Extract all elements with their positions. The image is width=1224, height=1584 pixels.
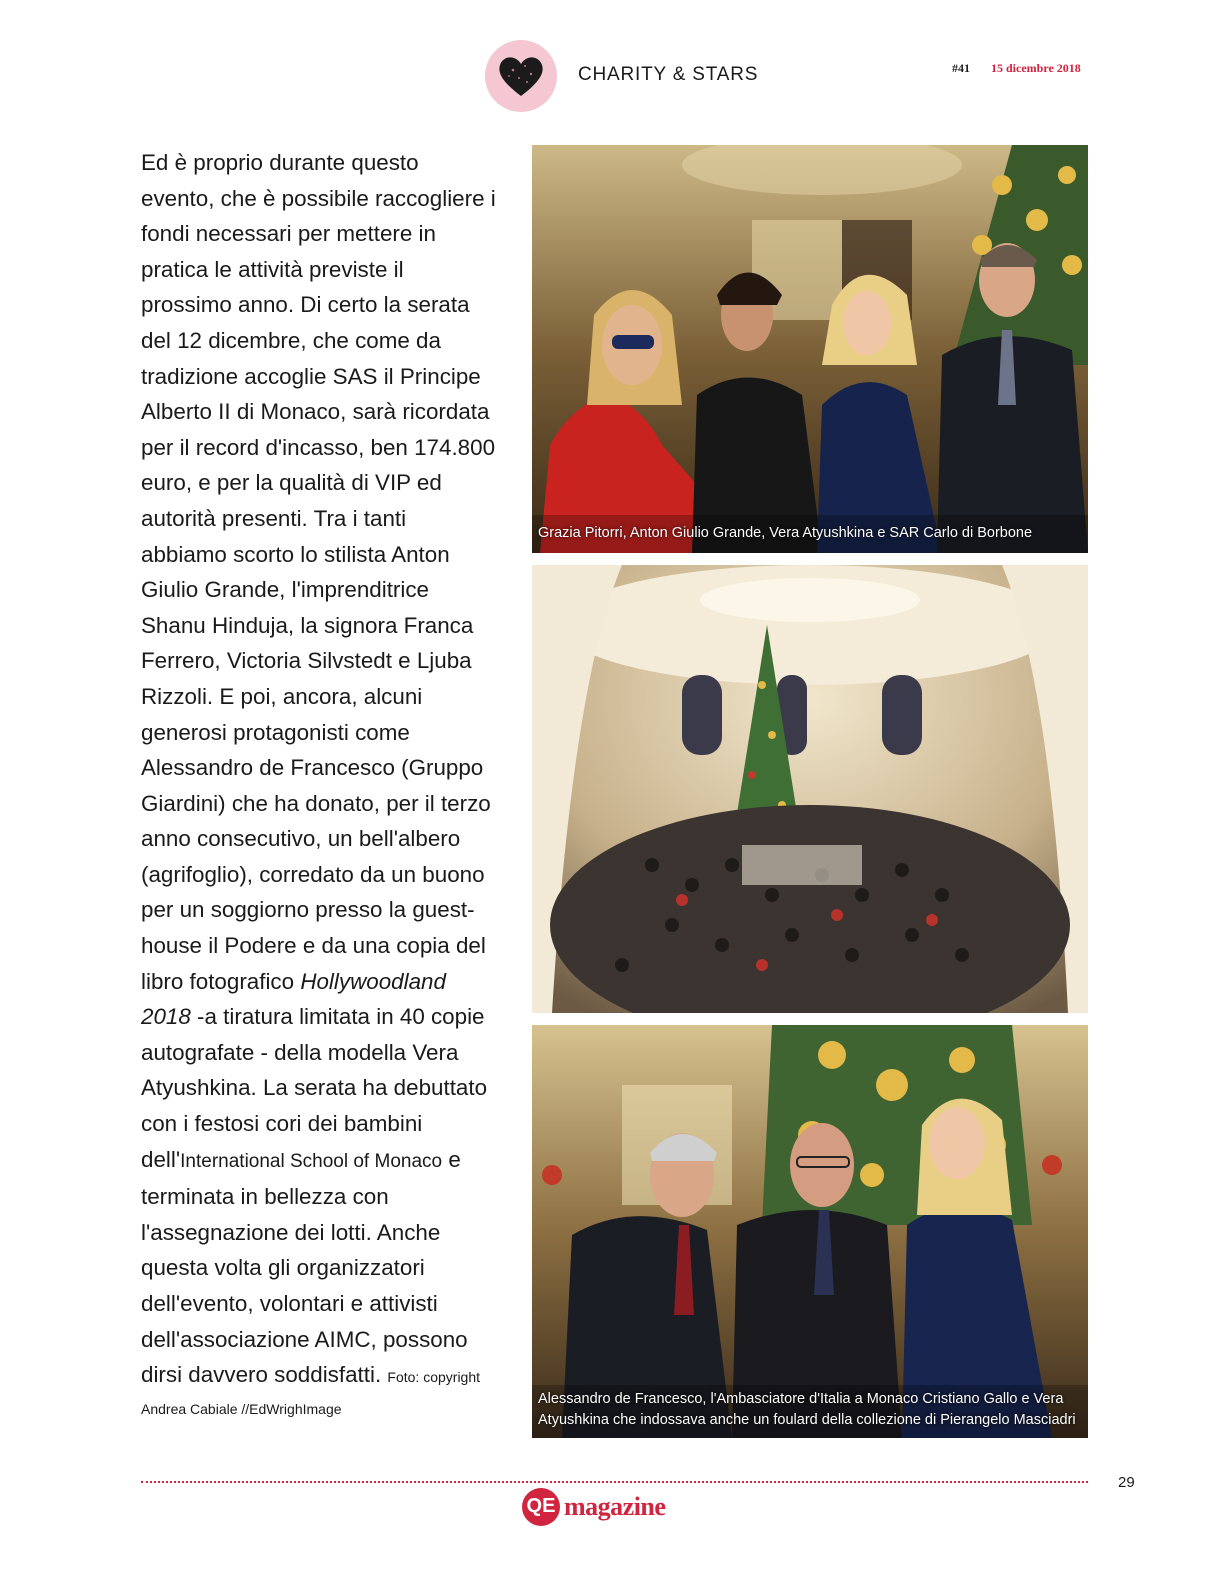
- book-title-year: 2018: [141, 1004, 191, 1030]
- photo-image: [532, 1025, 1088, 1438]
- text-line: evento, che è possibile raccogliere i: [141, 185, 496, 211]
- text-line: [141, 1142, 526, 1180]
- text-line: per un soggiorno presso la guest-: [141, 897, 475, 923]
- text-line: autorità presenti. Tra i tanti: [141, 505, 407, 531]
- photo-image: [532, 565, 1088, 1013]
- photo-image: [532, 145, 1088, 553]
- photo-ambassador-group: [532, 1025, 1088, 1438]
- text-line: [141, 1357, 526, 1396]
- text-line: del 12 dicembre, che come da: [141, 327, 441, 353]
- photo-ballroom-overview: [532, 565, 1088, 1013]
- text-line: (agrifoglio), corredato da un buono: [141, 861, 485, 887]
- page-number: 29: [1118, 1474, 1135, 1491]
- text-line: tradizione accoglie SAS il Principe: [141, 363, 481, 389]
- text-fragment: e: [442, 1146, 461, 1172]
- photo-caption-line: Atyushkina che indossava anche un foulard della collezione di Pierangelo Masciadri: [538, 1412, 1076, 1428]
- text-line: terminata in bellezza con: [141, 1184, 389, 1210]
- text-line: Giardini) che ha donato, per il terzo: [141, 790, 491, 816]
- photo-caption: [538, 1389, 1082, 1431]
- text-line: house il Podere e da una copia del: [141, 933, 486, 959]
- text-line: Rizzoli. E poi, ancora, alcuni: [141, 683, 423, 709]
- issue-number: #41: [952, 61, 970, 75]
- photo-caption-line: Alessandro de Francesco, l'Ambasciatore d'Italia a Monaco Cristiano Gallo e Vera: [538, 1391, 1064, 1407]
- text-line: per il record d'incasso, ben 174.800: [141, 434, 496, 460]
- book-title: Hollywoodland: [300, 968, 446, 994]
- logo-wordmark: magazine: [564, 1492, 666, 1521]
- text-line: Shanu Hinduja, la signora Franca: [141, 612, 474, 638]
- text-line: fondi necessari per mettere in: [141, 221, 436, 247]
- photo-credit-name: Andrea Cabiale //EdWrighImage: [141, 1400, 342, 1417]
- photo-credit: Foto: copyright: [387, 1369, 481, 1386]
- text-line: generosi protagonisti come: [141, 719, 410, 745]
- text-line: autografate - della modella Vera: [141, 1039, 459, 1065]
- text-line: anno consecutivo, un bell'albero: [141, 826, 461, 852]
- text-line: abbiamo scorto lo stilista Anton: [141, 541, 450, 567]
- text-line: l'assegnazione dei lotti. Anche: [141, 1219, 441, 1245]
- text-fragment: libro fotografico: [141, 968, 301, 994]
- text-line: [141, 999, 526, 1035]
- photo-caption: Grazia Pitorri, Anton Giulio Grande, Vera Atyushkina e SAR Carlo di Borbone: [538, 525, 1033, 541]
- text-line: prossimo anno. Di certo la serata: [141, 292, 470, 318]
- school-name: International School of Monaco: [180, 1150, 443, 1172]
- text-line: Alessandro de Francesco (Gruppo: [141, 755, 484, 781]
- text-line: con i festosi cori dei bambini: [141, 1111, 423, 1137]
- magazine-logo: [485, 40, 557, 112]
- text-line: euro, e per la qualità di VIP ed: [141, 470, 442, 496]
- text-line: Atyushkina. La serata ha debuttato: [141, 1075, 488, 1101]
- text-line: Ferrero, Victoria Silvstedt e Ljuba: [141, 648, 472, 674]
- text-fragment: -a tiratura limitata in 40 copie: [190, 1004, 485, 1030]
- logo-badge: QE: [522, 1488, 560, 1526]
- article-body: [141, 145, 526, 1418]
- photo-guests-group: [532, 145, 1088, 553]
- text-line: dell'evento, volontari e attivisti: [141, 1291, 438, 1316]
- footer-magazine-logo: [522, 1486, 692, 1528]
- text-line: Giulio Grande, l'imprenditrice: [141, 577, 430, 603]
- section-title: CHARITY & STARS: [578, 64, 759, 85]
- text-line: dell'associazione AIMC, possono: [141, 1326, 468, 1352]
- article-paragraph: [141, 145, 526, 1418]
- footer-divider: [141, 1481, 1088, 1483]
- text-fragment: dell': [141, 1146, 181, 1172]
- issue-date: 15 dicembre 2018: [991, 61, 1081, 75]
- text-line: [141, 964, 526, 1000]
- text-fragment: dirsi davvero soddisfatti.: [141, 1362, 388, 1388]
- text-line: questa volta gli organizzatori: [141, 1255, 425, 1281]
- text-line: pratica le attività previste il: [141, 256, 404, 282]
- heart-icon: [497, 54, 545, 98]
- text-line: Alberto II di Monaco, sarà ricordata: [141, 399, 490, 425]
- text-line: Ed è proprio durante questo: [141, 150, 419, 175]
